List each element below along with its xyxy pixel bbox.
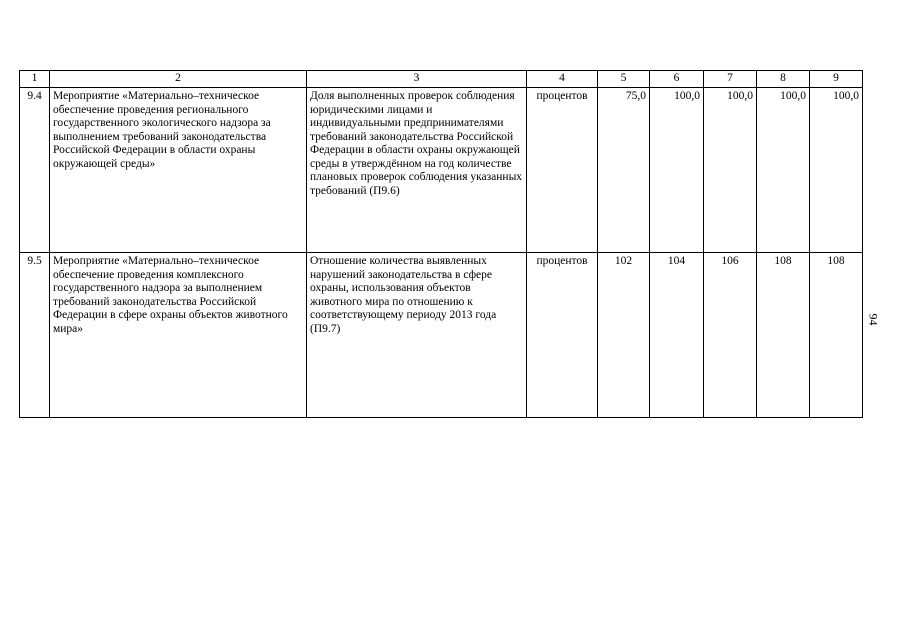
value-col7: 106 [704,253,757,418]
table-row [20,88,863,253]
header-cell-6: 6 [650,71,704,88]
indicator-cell: Доля выполненных проверок соблюдения юридическими лицами и индивидуальными предпринимателями требований законодательства Российской Федерации в области охраны окружающей среды в утверждённом на год количестве плановых проверок соблюдения указанных требований (П9.6) [307,88,527,253]
row-number: 9.5 [20,253,50,418]
measure-cell: Мероприятие «Материально–техническое обеспечение проведения комплексного государственного надзора за выполнением требований законодательства Российской Федерации в сфере охраны объектов животного мира» [50,253,307,418]
value-col6: 100,0 [650,88,704,253]
value-col8: 108 [757,253,810,418]
row-number: 9.4 [20,88,50,253]
indicators-table [19,70,863,418]
indicator-cell: Отношение количества выявленных нарушений законодательства в сфере охраны, использования объектов животного мира по отношению к соответствующему периоду 2013 года (П9.7) [307,253,527,418]
measure-cell: Мероприятие «Материально–техническое обеспечение проведения регионального государственного экологического надзора за выполнением требований законодательства Российской Федерации в области охраны окружающей среды» [50,88,307,253]
value-col7: 100,0 [704,88,757,253]
value-col5: 102 [598,253,650,418]
header-cell-1: 1 [20,71,50,88]
table-row [20,253,863,418]
header-cell-8: 8 [757,71,810,88]
value-col9: 100,0 [810,88,863,253]
header-cell-4: 4 [527,71,598,88]
value-col8: 100,0 [757,88,810,253]
value-col6: 104 [650,253,704,418]
header-cell-9: 9 [810,71,863,88]
header-cell-5: 5 [598,71,650,88]
header-cell-2: 2 [50,71,307,88]
value-col9: 108 [810,253,863,418]
header-cell-7: 7 [704,71,757,88]
page-number: 94 [866,313,881,326]
value-col5: 75,0 [598,88,650,253]
header-cell-3: 3 [307,71,527,88]
table-header-row [20,71,863,88]
unit-cell: процентов [527,253,598,418]
unit-cell: процентов [527,88,598,253]
